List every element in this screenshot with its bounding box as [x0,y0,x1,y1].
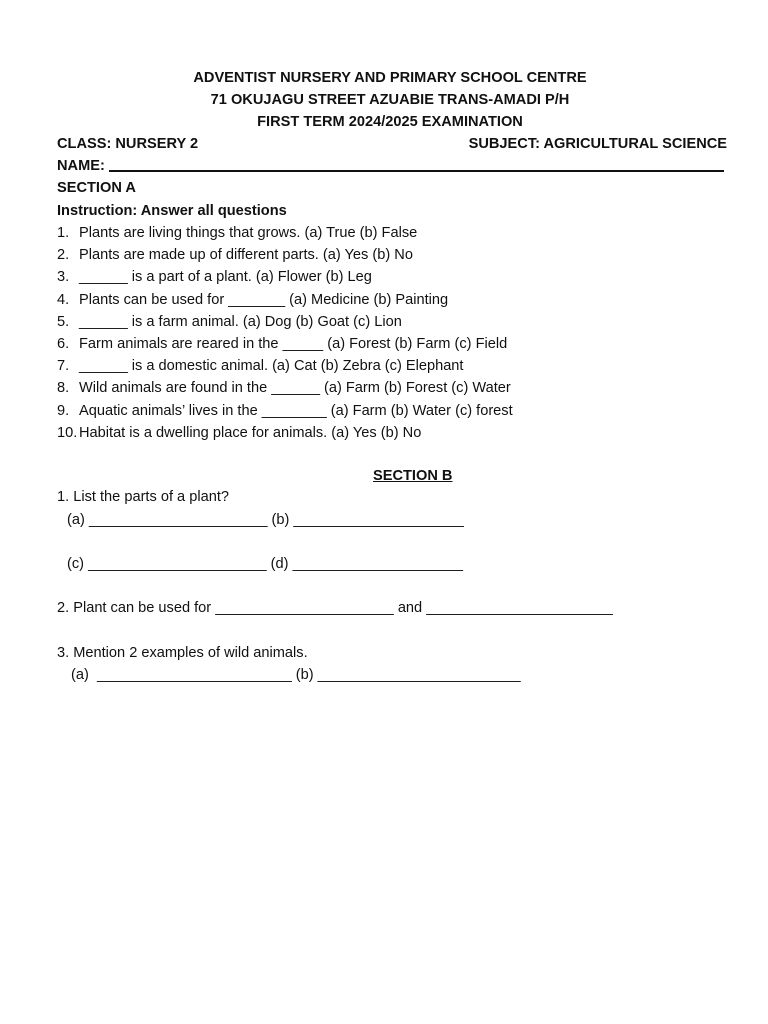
question-item [57,289,513,311]
subject-label: SUBJECT: AGRICULTURAL SCIENCE [468,136,727,152]
school-name: ADVENTIST NURSERY AND PRIMARY SCHOOL CENTRE [193,70,587,86]
class-subject-row [57,133,727,155]
question-number: 1. [57,225,70,241]
question-text: ______ is a farm animal. (a) Dog (b) Goat (c) Lion [79,313,402,330]
question-number: 8. [57,380,70,397]
name-blank-line[interactable] [109,169,724,172]
question-number: 7. [57,358,70,375]
section-b-q3-answers[interactable]: (a) ________________________ (b) _________________________ [71,667,521,683]
question-number: 9. [57,402,70,419]
section-b-q2-text[interactable]: 2. Plant can be used for ______________________ and _______________________ [57,600,613,616]
question-item [57,333,513,355]
question-text: Habitat is a dwelling place for animals. (a) Yes (b) No [79,424,422,441]
question-item [57,377,513,399]
question-text: Farm animals are reared in the _____ (a) Forest (b) Farm (c) Field [79,335,508,352]
question-item [57,400,513,422]
question-number: 6. [57,335,70,352]
exam-header [0,67,768,133]
section-a-instruction: Instruction: Answer all questions [57,203,287,219]
section-b-q1-answers-ab[interactable]: (a) ______________________ (b) _____________________ [67,512,464,528]
question-text: Wild animals are found in the ______ (a) Farm (b) Forest (c) Water [79,380,511,397]
exam-term: FIRST TERM 2024/2025 EXAMINATION [257,114,523,130]
question-number: 3. [57,269,70,286]
section-a-title: SECTION A [57,180,136,196]
question-item [57,355,513,377]
section-b-q3-text: 3. Mention 2 examples of wild animals. [57,645,308,661]
question-text: Plants are made up of different parts. (a) Yes (b) No [79,247,413,264]
question-number: 2. [57,247,70,264]
question-number: 10. [57,424,78,441]
name-row [57,155,724,177]
section-a-questions [57,222,513,444]
section-b-title: SECTION B [373,468,453,484]
question-text: ______ is a domestic animal. (a) Cat (b) Zebra (c) Elephant [79,358,464,375]
question-item [57,244,513,266]
name-label: NAME: [57,158,105,174]
question-text: Aquatic animals’ lives in the ________ (a) Farm (b) Water (c) forest [79,402,513,419]
class-label: CLASS: NURSERY 2 [57,136,199,152]
question-item [57,266,513,288]
question-number: 4. [57,291,70,308]
question-text: Plants are living things that grows. (a) True (b) False [79,225,418,241]
section-b-q1-answers-cd[interactable]: (c) ______________________ (d) _____________________ [67,556,464,572]
question-text: ______ is a part of a plant. (a) Flower (b) Leg [79,269,372,286]
question-item [57,222,513,244]
question-item [57,311,513,333]
question-number: 5. [57,313,70,330]
question-text: Plants can be used for _______ (a) Medicine (b) Painting [79,291,449,308]
question-item [57,422,513,444]
section-b-q1-text: 1. List the parts of a plant? [57,489,229,505]
school-address: 71 OKUJAGU STREET AZUABIE TRANS-AMADI P/H [210,92,570,108]
